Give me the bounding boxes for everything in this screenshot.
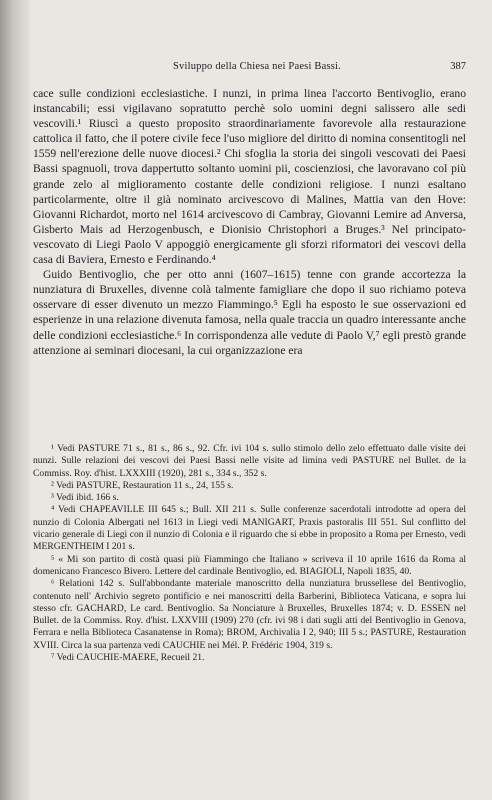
footnote: ¹ Vedi PASTURE 71 s., 81 s., 86 s., 92. Cfr. ivi 104 s. sullo stimolo dello zelo effettuato dalle visite dei nunzi. Sulle relazioni dei vescovi dei Paesi Bassi nelle visite ad limina vedi PASTURE nel Bullet. de la Commiss. Roy. d'hist. LXXXIII (1920), 281 s., 334 s., 352 s. — [33, 443, 466, 479]
footnote: ³ Vedi ibid. 166 s. — [51, 492, 119, 504]
footnotes — [33, 443, 466, 664]
body-paragraph: Guido Bentivoglio, che per otto anni (1607–1615) tenne con grande accortezza la nunziatura di Bruxelles, divenne colà talmente famigliare che dopo il suo richiamo poteva osservare di esser divenuto un mezzo Fiammingo.⁵ Egli ha esposto le sue osservazioni ed esperienze in una relazione divenuta famosa, nella quale traccia un quadro interessante anche delle condizioni ecclesiastiche.⁶ In corrispondenza alle vedute di Paolo V,⁷ egli prestò grande attenzione ai seminari diocesani, la cui organizzazione era — [33, 268, 466, 357]
running-header — [48, 61, 466, 75]
page-gutter-shadow — [0, 0, 30, 800]
footnote: ⁴ Vedi CHAPEAVILLE III 645 s.; Bull. XII 211 s. Sulle conferenze sacerdotali introdotte ad opera del nunzio di Colonia Albergati nel 1613 in Liegi vedi MANIGART, Praxis pastoralis III 551. Sul conflitto del vicario generale di Liegi con il nunzio di Colonia e il riguardo che si ebbe in proposito a Roma per Ernesto, vedi MERGENTHEIM I 201 s. — [33, 504, 466, 553]
footnote: ² Vedi PASTURE, Restauration 11 s., 24, 155 s. — [51, 479, 234, 491]
main-text — [33, 86, 466, 358]
footnote: ⁶ Relationi 142 s. Sull'abbondante materiale manoscritto della nunziatura brussellese del Bentivoglio, contenuto nell' Archivio segreto pontificio e nei manoscritti della Barberini, Biblioteca Vaticana, e sopra lui stesso cfr. GACHARD, Le card. Bentivoglio. Sa Nonciature à Bruxelles, Bruxelles 1874; v. D. ESSEN nel Bullet. de la Commiss. Roy. d'hist. LXXVIII (1909) 270 (cfr. ivi 98 i dati sugli atti del Bentivoglio in Genova, Ferrara e nella Biblioteca Casanatense in Roma); BROM, Archivalia I 2, 940; III 5 s.; PASTURE, Restauration XVIII. Circa la sua partenza vedi CAUCHIE nei Mél. P. Frédéric 1904, 319 s. — [33, 578, 466, 651]
page-number: 387 — [450, 61, 466, 72]
footnote: ⁵ « Mi son partito di costà quasi più Fiammingo che Italiano » scriveva il 10 aprile 1616 da Roma al domenicano Francesco Bivero. Lettere del cardinale Bentivoglio, ed. BIAGIOLI, Napoli 1835, 40. — [33, 553, 466, 577]
running-title: Sviluppo della Chiesa nei Paesi Bassi. — [172, 61, 341, 72]
footnote: ⁷ Vedi CAUCHIE-MAERE, Recueil 21. — [51, 652, 205, 664]
body-paragraph: cace sulle condizioni ecclesiastiche. I nunzi, in prima linea l'accorto Bentivoglio, erano instancabili; essi vigilavano sopratutto perchè solo uomini degni salissero alle sedi vescovili.¹ Riuscì a questo proposito straordinariamente favorevole alla restaurazione cattolica il fatto, che il potere civile fece l'uso migliore del diritto di nomina consentitogli nel 1559 nell'erezione delle nuove diocesi.² Chi sfoglia la storia dei singoli vescovati dei Paesi Bassi spagnuoli, trova dappertutto soltanto uomini pii, coscienziosi, che lavoravano col più grande zelo al miglioramento costante delle condizioni religiose. I nunzi esaltano particolarmente, oltre il già nominato arcivescovo di Malines, Mattia van den Hove: Giovanni Richardot, morto nel 1614 arcivescovo di Cambray, Giovanni Lemire ad Anversa, Gisberto Mais ad Herzogenbusch, e Dionisio Christophori a Bruges.³ Nel principato-vescovato di Liegi Paolo V appoggiò energicamente gli sforzi riformatori dei vescovi della casa di Baviera, Ernesto e Ferdinando.⁴ — [33, 87, 466, 267]
